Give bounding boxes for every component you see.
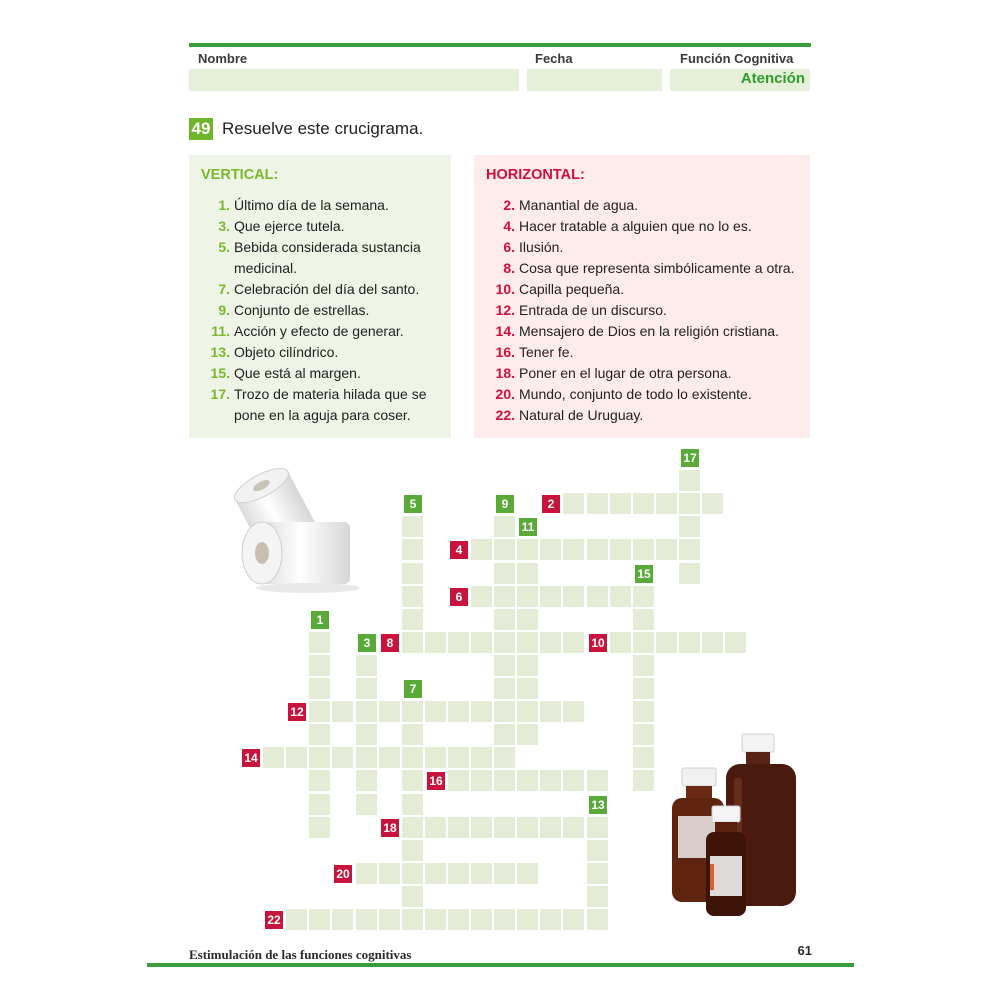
clue-number: 17. (210, 386, 230, 402)
clue-text: Bebida considerada sustancia medicinal. (234, 239, 421, 276)
crossword-cell[interactable] (633, 609, 654, 630)
clue-number: 16. (495, 344, 515, 360)
crossword-cell[interactable] (309, 678, 330, 699)
crossword-cell[interactable] (402, 770, 423, 791)
clue-number: 9. (218, 302, 230, 318)
crossword-cell[interactable] (517, 563, 538, 584)
crossword-cell[interactable] (563, 632, 584, 653)
clue-text: Hacer tratable a alguien que no lo es. (519, 218, 752, 234)
crossword-cell[interactable] (471, 747, 492, 768)
crossword-cell[interactable] (402, 747, 423, 768)
clue-number: 12. (495, 302, 515, 318)
crossword-cell[interactable] (494, 609, 515, 630)
clue-text: Mensajero de Dios en la religión cristiana. (519, 323, 779, 339)
crossword-cell[interactable] (471, 632, 492, 653)
clue-number: 18. (495, 365, 515, 381)
crossword-cell[interactable] (309, 724, 330, 745)
crossword-cell[interactable] (633, 701, 654, 722)
vertical-number-7: 7 (404, 680, 422, 698)
horizontal-number-14: 14 (242, 749, 260, 767)
crossword-cell[interactable] (494, 701, 515, 722)
exercise-number: 49 (189, 118, 213, 140)
crossword-cell[interactable] (563, 701, 584, 722)
crossword-cell[interactable] (494, 655, 515, 676)
crossword-cell[interactable] (356, 794, 377, 815)
crossword-cell[interactable] (494, 863, 515, 884)
paper-towel-rolls-image (218, 460, 360, 595)
crossword-cell[interactable] (540, 586, 561, 607)
vertical-number-5: 5 (404, 495, 422, 513)
crossword-cell[interactable] (402, 817, 423, 838)
crossword-cell[interactable] (448, 770, 469, 791)
horizontal-number-20: 20 (334, 865, 352, 883)
crossword-cell[interactable] (633, 747, 654, 768)
crossword-cell[interactable] (494, 770, 515, 791)
crossword-cell[interactable] (494, 817, 515, 838)
crossword-cell[interactable] (610, 539, 631, 560)
clue-text: Celebración del día del santo. (234, 281, 420, 297)
crossword-cell[interactable] (425, 701, 446, 722)
crossword-cell[interactable] (563, 909, 584, 930)
crossword-cell[interactable] (540, 632, 561, 653)
crossword-cell[interactable] (563, 770, 584, 791)
crossword-cell[interactable] (540, 817, 561, 838)
crossword-cell[interactable] (448, 909, 469, 930)
crossword-cell[interactable] (402, 563, 423, 584)
exercise-title: Resuelve este crucigrama. (222, 119, 424, 138)
clue-text: Conjunto de estrellas. (234, 302, 370, 318)
clue-number: 2. (503, 197, 515, 213)
clue-text: Que ejerce tutela. (234, 218, 345, 234)
horizontal-title: HORIZONTAL: (486, 167, 585, 183)
crossword-cell[interactable] (471, 863, 492, 884)
bottom-rule (147, 963, 854, 967)
nombre-label: Nombre (198, 51, 248, 66)
crossword-cell[interactable] (379, 701, 400, 722)
crossword-cell[interactable] (540, 701, 561, 722)
crossword-cell[interactable] (587, 886, 608, 907)
crossword-cell[interactable] (471, 909, 492, 930)
crossword-cell[interactable] (448, 701, 469, 722)
crossword-cell[interactable] (356, 678, 377, 699)
crossword-cell[interactable] (656, 493, 677, 514)
horizontal-number-16: 16 (427, 772, 445, 790)
crossword-cell[interactable] (587, 586, 608, 607)
crossword-cell[interactable] (402, 724, 423, 745)
crossword-cell[interactable] (448, 817, 469, 838)
crossword-cell[interactable] (471, 586, 492, 607)
crossword-cell[interactable] (356, 863, 377, 884)
crossword-cell[interactable] (494, 539, 515, 560)
clue-text: Que está al margen. (234, 365, 361, 381)
crossword-cell[interactable] (633, 539, 654, 560)
clue-number: 14. (495, 323, 515, 339)
crossword-cell[interactable] (540, 539, 561, 560)
crossword-cell[interactable] (356, 909, 377, 930)
clue-text: Poner en el lugar de otra persona. (519, 365, 732, 381)
vertical-number-1: 1 (311, 611, 329, 629)
crossword-cell[interactable] (402, 794, 423, 815)
crossword-cell[interactable] (402, 863, 423, 884)
crossword-cell[interactable] (309, 655, 330, 676)
crossword-cell[interactable] (471, 701, 492, 722)
clue-text: Objeto cilíndrico. (234, 344, 339, 360)
horizontal-number-8: 8 (381, 634, 399, 652)
crossword-cell[interactable] (309, 770, 330, 791)
crossword-cell[interactable] (563, 586, 584, 607)
crossword-cell[interactable] (356, 701, 377, 722)
crossword-cell[interactable] (494, 632, 515, 653)
crossword-cell[interactable] (633, 632, 654, 653)
crossword-cell[interactable] (610, 632, 631, 653)
crossword-cell[interactable] (402, 701, 423, 722)
vertical-number-15: 15 (635, 565, 653, 583)
crossword-cell[interactable] (633, 493, 654, 514)
crossword-cell[interactable] (332, 909, 353, 930)
clue-number: 15. (210, 365, 230, 381)
crossword-cell[interactable] (656, 632, 677, 653)
crossword-cell[interactable] (448, 863, 469, 884)
crossword-cell[interactable] (563, 493, 584, 514)
crossword-cell[interactable] (540, 909, 561, 930)
crossword-cell[interactable] (402, 516, 423, 537)
crossword-cell[interactable] (402, 609, 423, 630)
crossword-cell[interactable] (702, 493, 723, 514)
clue-number: 6. (503, 239, 515, 255)
funcion-value: Atención (740, 70, 805, 87)
crossword-cell[interactable] (379, 747, 400, 768)
crossword-cell[interactable] (517, 770, 538, 791)
horizontal-number-6: 6 (450, 588, 468, 606)
crossword-cell[interactable] (494, 586, 515, 607)
crossword-cell[interactable] (286, 747, 307, 768)
crossword-cell[interactable] (587, 817, 608, 838)
crossword-cell[interactable] (425, 817, 446, 838)
crossword-cell[interactable] (517, 586, 538, 607)
clue-text: Ilusión. (519, 239, 564, 255)
crossword-cell[interactable] (656, 539, 677, 560)
crossword-cell[interactable] (633, 586, 654, 607)
clue-number: 4. (503, 218, 515, 234)
crossword-cell[interactable] (587, 539, 608, 560)
crossword-cell[interactable] (471, 817, 492, 838)
crossword-cell[interactable] (587, 770, 608, 791)
clue-number: 1. (218, 197, 230, 213)
crossword-cell[interactable] (633, 770, 654, 791)
crossword-cell[interactable] (263, 747, 284, 768)
crossword-cell[interactable] (540, 770, 561, 791)
crossword-cell[interactable] (517, 909, 538, 930)
crossword-cell[interactable] (679, 632, 700, 653)
crossword-cell[interactable] (633, 678, 654, 699)
clue-text: Trozo de materia hilada que se pone en la aguja para coser. (234, 386, 427, 423)
medicine-bottles-image (668, 730, 803, 920)
crossword-cell[interactable] (494, 678, 515, 699)
crossword-cell[interactable] (425, 909, 446, 930)
clue-number: 11. (211, 323, 230, 339)
crossword-cell[interactable] (425, 863, 446, 884)
crossword-cell[interactable] (517, 632, 538, 653)
crossword-cell[interactable] (448, 747, 469, 768)
crossword-cell[interactable] (309, 632, 330, 653)
crossword-cell[interactable] (309, 909, 330, 930)
crossword-cell[interactable] (425, 747, 446, 768)
crossword-cell[interactable] (356, 770, 377, 791)
crossword-cell[interactable] (563, 539, 584, 560)
page-number: 61 (797, 943, 812, 958)
crossword-cell[interactable] (332, 747, 353, 768)
clue-number: 20. (495, 386, 515, 402)
crossword-cell[interactable] (309, 817, 330, 838)
clue-number: 5. (218, 239, 230, 255)
crossword-cell[interactable] (402, 632, 423, 653)
clue-text: Cosa que representa simbólicamente a otra. (519, 260, 795, 276)
crossword-cell[interactable] (517, 701, 538, 722)
crossword-cell[interactable] (356, 655, 377, 676)
crossword-cell[interactable] (517, 863, 538, 884)
crossword-cell[interactable] (679, 563, 700, 584)
crossword-cell[interactable] (471, 770, 492, 791)
crossword-cell[interactable] (379, 863, 400, 884)
clue-text: Acción y efecto de generar. (234, 323, 404, 339)
crossword-cell[interactable] (402, 886, 423, 907)
crossword-cell[interactable] (494, 747, 515, 768)
crossword-cell[interactable] (633, 655, 654, 676)
crossword-cell[interactable] (587, 493, 608, 514)
clue-number: 10. (495, 281, 515, 297)
crossword-cell[interactable] (587, 863, 608, 884)
crossword-cell[interactable] (332, 701, 353, 722)
crossword-cell[interactable] (517, 724, 538, 745)
crossword-cell[interactable] (309, 701, 330, 722)
crossword-cell[interactable] (610, 493, 631, 514)
crossword-cell[interactable] (679, 470, 700, 491)
crossword-cell[interactable] (402, 539, 423, 560)
horizontal-number-22: 22 (265, 911, 283, 929)
crossword-cell[interactable] (309, 794, 330, 815)
clue-text: Manantial de agua. (519, 197, 639, 213)
clue-text: Natural de Uruguay. (519, 407, 644, 423)
horizontal-number-18: 18 (381, 819, 399, 837)
crossword-cell[interactable] (494, 909, 515, 930)
clue-number: 8. (503, 260, 515, 276)
horizontal-number-12: 12 (288, 703, 306, 721)
crossword-cell[interactable] (587, 909, 608, 930)
crossword-cell[interactable] (517, 678, 538, 699)
clue-text: Entrada de un discurso. (519, 302, 667, 318)
clue-number: 13. (210, 344, 230, 360)
crossword-cell[interactable] (402, 586, 423, 607)
crossword-cell[interactable] (587, 840, 608, 861)
crossword-cell[interactable] (679, 493, 700, 514)
vertical-number-3: 3 (358, 634, 376, 652)
crossword-cell[interactable] (425, 632, 446, 653)
crossword-cell[interactable] (402, 909, 423, 930)
crossword-cell[interactable] (356, 724, 377, 745)
horizontal-number-2: 2 (542, 495, 560, 513)
crossword-cell[interactable] (494, 563, 515, 584)
crossword-cell[interactable] (610, 586, 631, 607)
vertical-number-17: 17 (681, 449, 699, 467)
horizontal-number-10: 10 (589, 634, 607, 652)
crossword-cell[interactable] (309, 747, 330, 768)
vertical-number-9: 9 (496, 495, 514, 513)
crossword-cell[interactable] (448, 632, 469, 653)
horizontal-number-4: 4 (450, 541, 468, 559)
crossword-cell[interactable] (725, 632, 746, 653)
crossword-cell[interactable] (494, 724, 515, 745)
crossword-cell[interactable] (517, 655, 538, 676)
crossword-cell[interactable] (517, 609, 538, 630)
clue-text: Último día de la semana. (234, 197, 389, 213)
crossword-cell[interactable] (679, 516, 700, 537)
crossword-cell[interactable] (356, 747, 377, 768)
footer-title: Estimulación de las funciones cognitivas (189, 947, 412, 962)
crossword-cell[interactable] (633, 724, 654, 745)
fecha-label: Fecha (535, 51, 573, 66)
crossword-cell[interactable] (563, 817, 584, 838)
clue-text: Mundo, conjunto de todo lo existente. (519, 386, 752, 402)
crossword-cell[interactable] (402, 840, 423, 861)
clue-text: Capilla pequeña. (519, 281, 625, 297)
vertical-title: VERTICAL: (201, 167, 279, 183)
crossword-cell[interactable] (702, 632, 723, 653)
crossword-cell[interactable] (679, 539, 700, 560)
crossword-cell[interactable] (517, 539, 538, 560)
clue-number: 7. (218, 281, 230, 297)
crossword-cell[interactable] (494, 516, 515, 537)
clue-text: Tener fe. (519, 344, 574, 360)
crossword-cell[interactable] (517, 817, 538, 838)
vertical-number-11: 11 (519, 518, 537, 536)
crossword-cell[interactable] (471, 539, 492, 560)
clue-number: 3. (218, 218, 230, 234)
crossword-cell[interactable] (286, 909, 307, 930)
clue-number: 22. (495, 407, 515, 423)
crossword-cell[interactable] (379, 909, 400, 930)
vertical-number-13: 13 (589, 796, 607, 814)
funcion-label: Función Cognitiva (680, 51, 794, 66)
